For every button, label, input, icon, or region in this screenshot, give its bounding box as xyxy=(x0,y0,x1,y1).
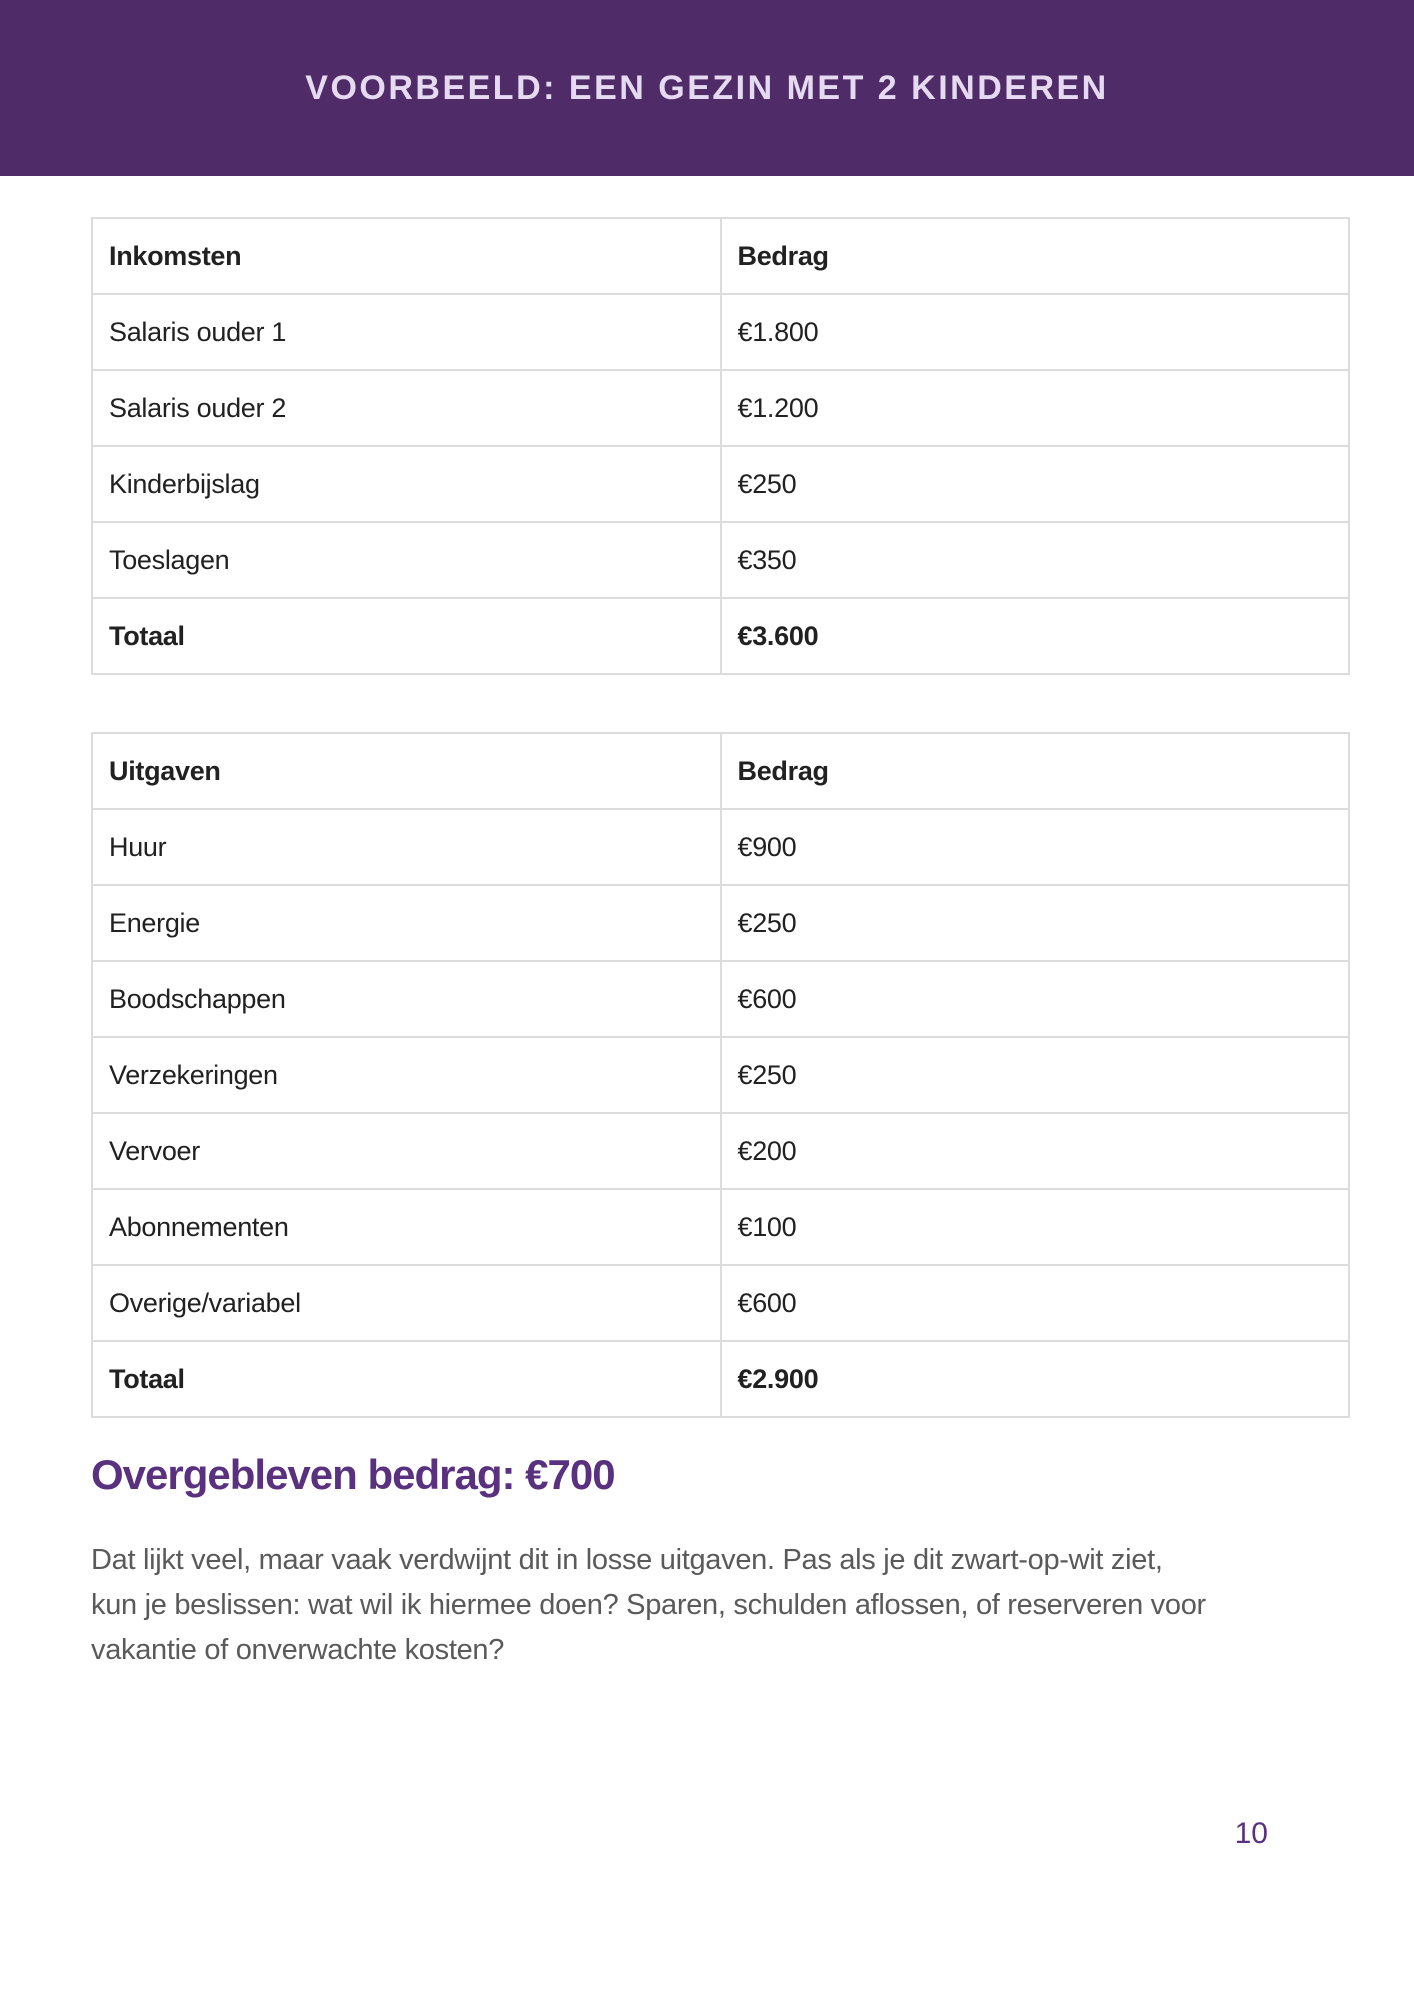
page-content xyxy=(0,217,1414,1673)
row-amount-cell: €900 xyxy=(721,809,1350,885)
table-row xyxy=(92,1189,1349,1265)
income-table xyxy=(91,217,1350,675)
body-paragraph xyxy=(91,1538,1350,1673)
table-row xyxy=(92,294,1349,370)
row-amount-cell: €1.200 xyxy=(721,370,1350,446)
expenses-total-row xyxy=(92,1341,1349,1417)
table-row xyxy=(92,1113,1349,1189)
row-amount-cell: €200 xyxy=(721,1113,1350,1189)
table-row xyxy=(92,885,1349,961)
table-row xyxy=(92,809,1349,885)
table-row xyxy=(92,522,1349,598)
table-row xyxy=(92,961,1349,1037)
total-amount-cell: €2.900 xyxy=(721,1341,1350,1417)
expenses-amount-column-header: Bedrag xyxy=(721,733,1350,809)
summary-heading: Overgebleven bedrag: €700 xyxy=(91,1451,615,1498)
row-amount-cell: €250 xyxy=(721,446,1350,522)
row-label-cell: Energie xyxy=(92,885,721,961)
row-amount-cell: €350 xyxy=(721,522,1350,598)
row-label-cell: Verzekeringen xyxy=(92,1037,721,1113)
page-title: VOORBEELD: EEN GEZIN MET 2 KINDEREN xyxy=(305,68,1109,107)
row-label-cell: Overige/variabel xyxy=(92,1265,721,1341)
row-label-cell: Abonnementen xyxy=(92,1189,721,1265)
paragraph-line: vakantie of onverwachte kosten? xyxy=(91,1634,505,1666)
row-label-cell: Toeslagen xyxy=(92,522,721,598)
row-label-cell: Salaris ouder 2 xyxy=(92,370,721,446)
row-label-cell: Salaris ouder 1 xyxy=(92,294,721,370)
total-label-cell: Totaal xyxy=(92,598,721,674)
row-amount-cell: €250 xyxy=(721,885,1350,961)
paragraph-line: kun je beslissen: wat wil ik hiermee doen? Sparen, schulden aflossen, of reserveren voor xyxy=(91,1589,1206,1621)
total-label-cell: Totaal xyxy=(92,1341,721,1417)
row-amount-cell: €100 xyxy=(721,1189,1350,1265)
income-column-header: Inkomsten xyxy=(92,218,721,294)
expenses-table xyxy=(91,732,1350,1418)
row-amount-cell: €600 xyxy=(721,1265,1350,1341)
table-row xyxy=(92,370,1349,446)
table-row xyxy=(92,1265,1349,1341)
row-amount-cell: €600 xyxy=(721,961,1350,1037)
income-amount-column-header: Bedrag xyxy=(721,218,1350,294)
row-label-cell: Kinderbijslag xyxy=(92,446,721,522)
expenses-table-header-row xyxy=(92,733,1349,809)
page-number: 10 xyxy=(1234,1817,1268,1850)
paragraph-line: Dat lijkt veel, maar vaak verdwijnt dit in losse uitgaven. Pas als je dit zwart-op-wit ziet, xyxy=(91,1544,1163,1576)
income-table-header-row xyxy=(92,218,1349,294)
row-label-cell: Huur xyxy=(92,809,721,885)
row-label-cell: Vervoer xyxy=(92,1113,721,1189)
income-total-row xyxy=(92,598,1349,674)
table-row xyxy=(92,1037,1349,1113)
row-amount-cell: €250 xyxy=(721,1037,1350,1113)
table-row xyxy=(92,446,1349,522)
page-header-banner xyxy=(0,0,1414,176)
row-amount-cell: €1.800 xyxy=(721,294,1350,370)
row-label-cell: Boodschappen xyxy=(92,961,721,1037)
total-amount-cell: €3.600 xyxy=(721,598,1350,674)
expenses-column-header: Uitgaven xyxy=(92,733,721,809)
